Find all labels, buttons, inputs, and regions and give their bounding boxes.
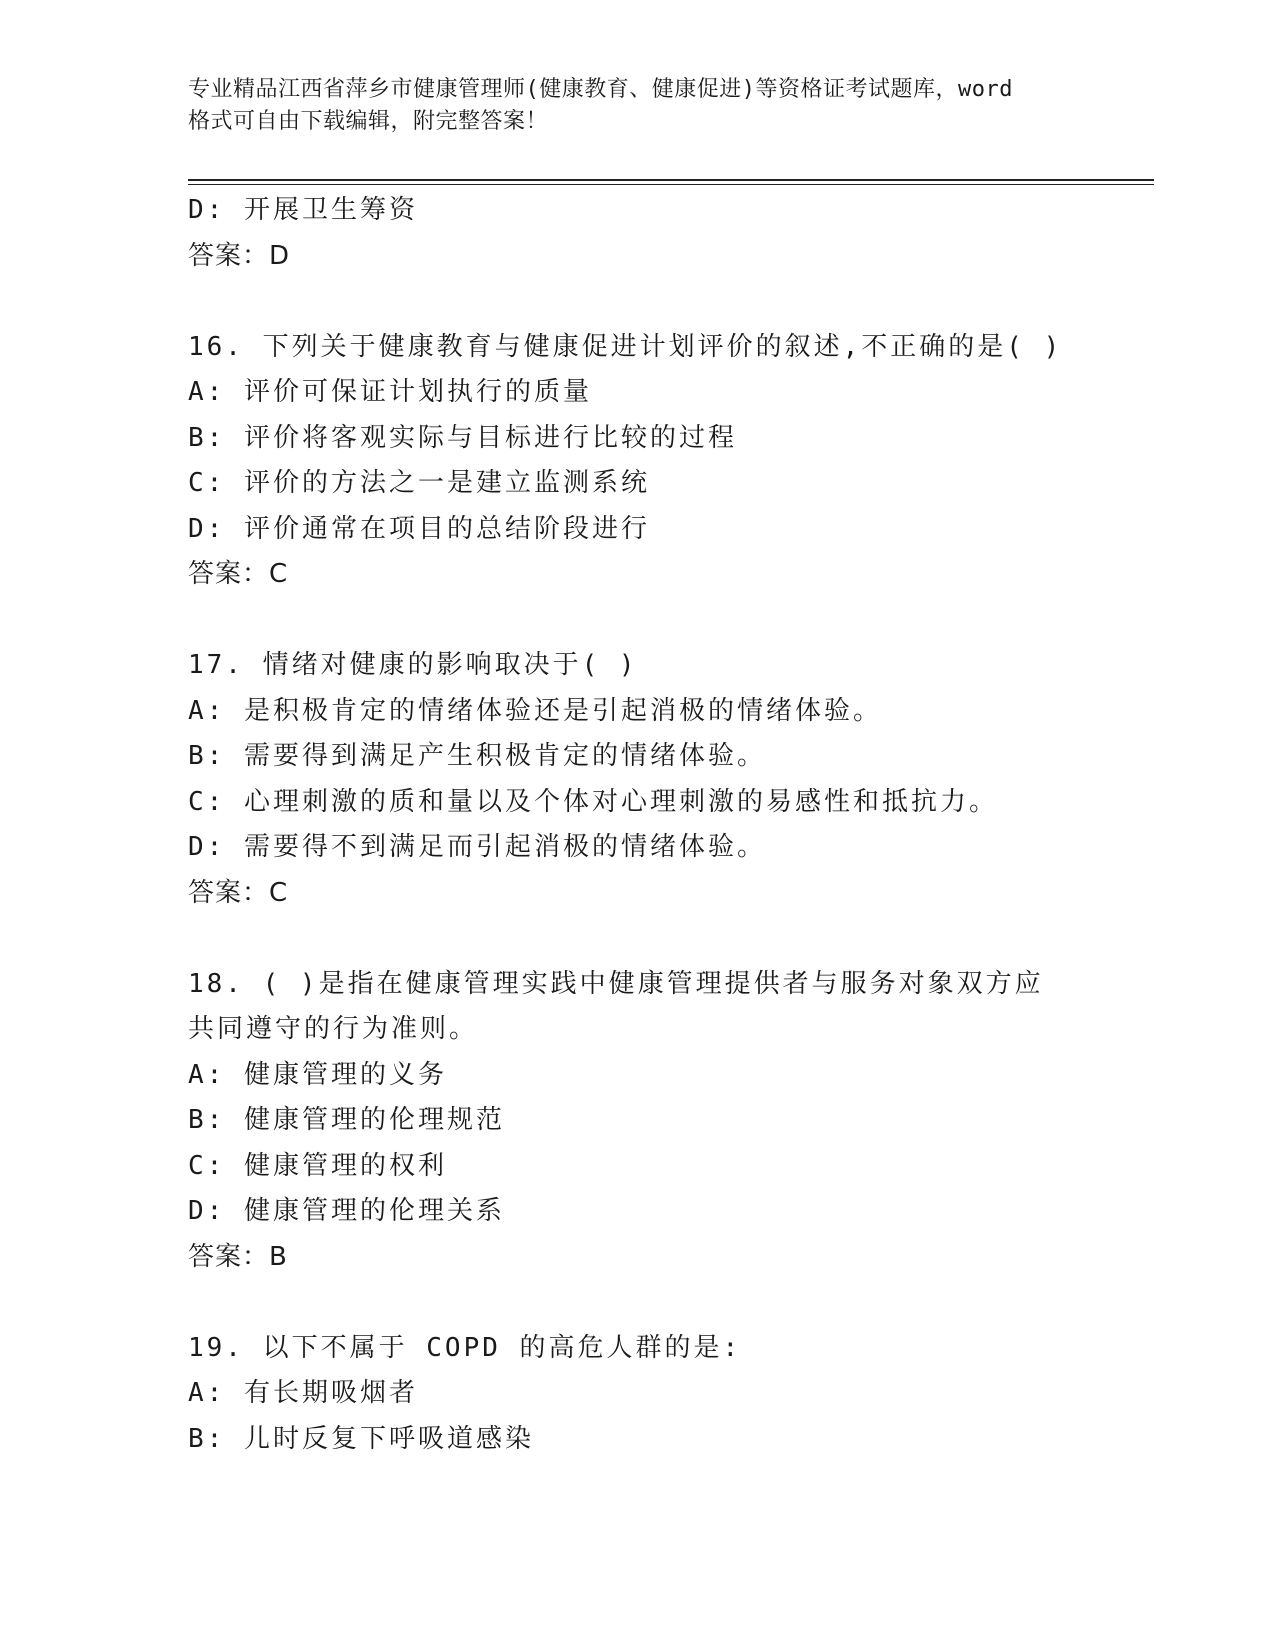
spacer xyxy=(188,279,1128,325)
header-divider-thick xyxy=(188,179,1154,181)
option-a: A: 有长期吸烟者 xyxy=(188,1378,418,1408)
option-b: B: 儿时反复下呼吸道感染 xyxy=(188,1423,534,1454)
header-line-1: 专业精品江西省萍乡市健康管理师(健康教育、健康促进)等资格证考试题库，word xyxy=(188,77,1013,102)
option-b: B: 健康管理的伦理规范 xyxy=(188,1105,505,1135)
question-18 xyxy=(188,962,1128,1281)
option-b: B: 需要得到满足产生积极肯定的情绪体验。 xyxy=(188,741,766,771)
option-c: C: 心理刺激的质和量以及个体对心理刺激的易感性和抵抗力。 xyxy=(188,786,998,817)
option-a: A: 是积极肯定的情绪体验还是引起消极的情绪体验。 xyxy=(188,695,882,726)
answer-line: 答案：D xyxy=(188,240,291,271)
question-stem: 19. 以下不属于 COPD 的高危人群的是: xyxy=(188,1332,742,1363)
question-stem: 17. 情绪对健康的影响取决于( ) xyxy=(188,650,638,680)
option-d: D: 需要得不到满足而引起消极的情绪体验。 xyxy=(188,832,766,862)
spacer xyxy=(188,1280,1128,1326)
question-16 xyxy=(188,325,1128,598)
option-b: B: 评价将客观实际与目标进行比较的过程 xyxy=(188,422,737,453)
header-divider-thin xyxy=(188,184,1154,185)
question-stem-line-2: 共同遵守的行为准则。 xyxy=(188,1014,479,1044)
question-content xyxy=(188,188,1128,1462)
option-a: A: 评价可保证计划执行的质量 xyxy=(188,377,592,407)
spacer xyxy=(188,598,1128,644)
question-17 xyxy=(188,643,1128,916)
answer-line: 答案：C xyxy=(188,559,289,589)
question-stem-line-1: 18. ( )是指在健康管理实践中健康管理提供者与服务对象双方应 xyxy=(188,968,1044,999)
answer-line: 答案：B xyxy=(188,1241,288,1272)
option-d: D: 开展卫生筹资 xyxy=(188,195,418,225)
question-19 xyxy=(188,1326,1128,1463)
question-stem: 16. 下列关于健康教育与健康促进计划评价的叙述,不正确的是( ) xyxy=(188,331,1063,362)
option-a: A: 健康管理的义务 xyxy=(188,1059,447,1090)
option-d: D: 健康管理的伦理关系 xyxy=(188,1196,505,1226)
option-d: D: 评价通常在项目的总结阶段进行 xyxy=(188,513,650,544)
previous-question-tail xyxy=(188,188,1128,279)
option-c: C: 评价的方法之一是建立监测系统 xyxy=(188,468,650,498)
document-header xyxy=(188,74,1088,138)
spacer xyxy=(188,916,1128,962)
answer-line: 答案：C xyxy=(188,877,289,908)
option-c: C: 健康管理的权利 xyxy=(188,1150,447,1181)
header-line-2: 格式可自由下载编辑，附完整答案！ xyxy=(188,109,549,134)
